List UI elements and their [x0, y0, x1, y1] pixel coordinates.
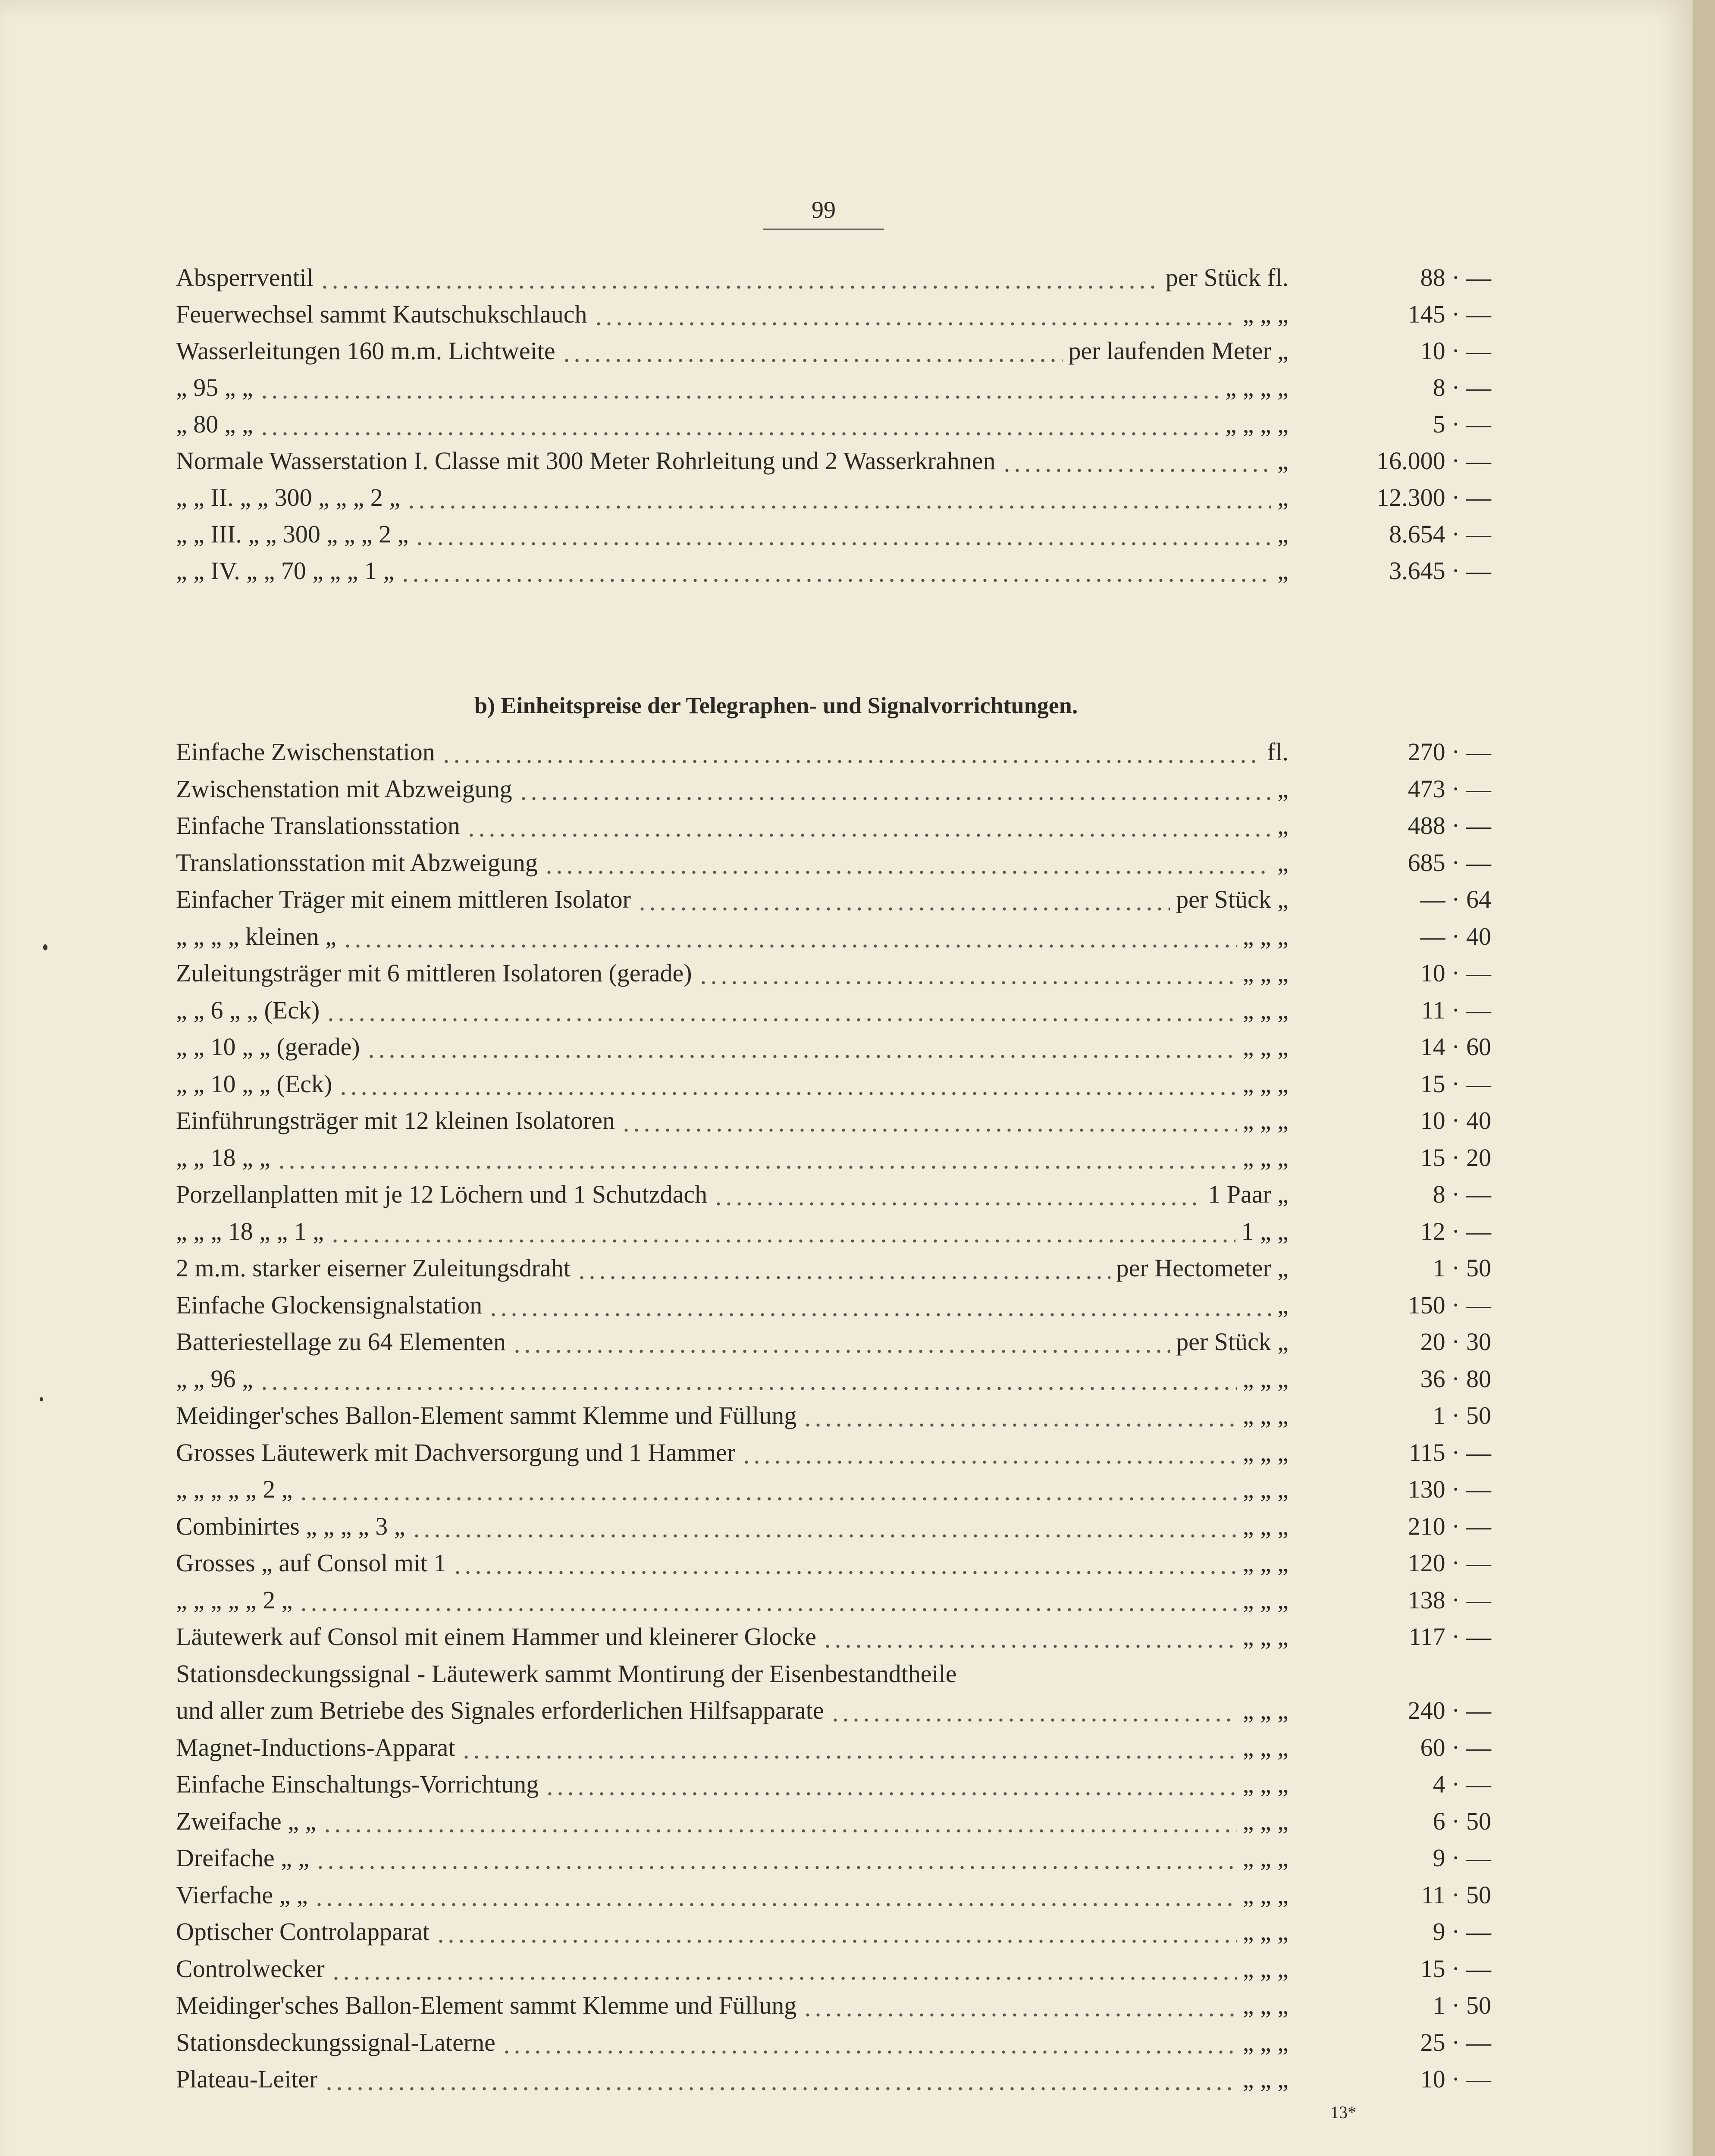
row-label: Einfache Einschaltungs-Vorrichtung	[176, 1770, 539, 1798]
row-unit: „ „ „	[1242, 1623, 1289, 1651]
table-row	[176, 1143, 1491, 1178]
table-row	[176, 1586, 1491, 1620]
table-row	[176, 1364, 1491, 1399]
table-row	[176, 737, 1491, 772]
row-unit: „ „ „	[1242, 1475, 1289, 1503]
table-row	[176, 774, 1491, 809]
row-unit: „ „ „	[1242, 1770, 1289, 1798]
row-price: 1 · 50	[1433, 1254, 1491, 1282]
row-label: „ „ IV. „ „ 70 „ „ „ 1 „	[176, 557, 395, 585]
row-unit: „ „ „	[1242, 1807, 1289, 1835]
leader-dots	[488, 1291, 1271, 1321]
leader-dots	[502, 2028, 1237, 2058]
row-label: „ „ „ „ kleinen „	[176, 922, 336, 950]
row-price: 115 · —	[1408, 1438, 1491, 1467]
leader-dots	[713, 1180, 1202, 1210]
row-price: 15 · —	[1420, 1954, 1491, 1983]
row-label: Controlwecker	[176, 1954, 325, 1983]
leader-dots	[544, 848, 1271, 878]
table-row	[176, 1291, 1491, 1325]
row-price: 15 · 20	[1420, 1143, 1491, 1172]
leader-dots	[577, 1253, 1110, 1284]
row-unit: „ „ „	[1242, 1844, 1289, 1872]
row-label: Läutewerk auf Consol mit einem Hammer und kleinerer Glocke	[176, 1623, 816, 1651]
row-unit: fl.	[1267, 738, 1289, 766]
leader-dots	[741, 1438, 1237, 1468]
row-price: 473 · —	[1408, 774, 1491, 803]
row-label: „ „ 18 „ „	[176, 1143, 270, 1172]
table-row	[176, 1327, 1491, 1362]
row-unit: „ „ „	[1242, 1512, 1289, 1540]
row-price: 9 · —	[1433, 1918, 1491, 1946]
row-price: 150 · —	[1408, 1291, 1491, 1319]
table-row	[176, 336, 1491, 371]
leader-dots	[406, 483, 1271, 513]
table-row	[176, 1659, 1491, 1694]
row-price: 117 · —	[1408, 1623, 1491, 1651]
row-label: Zweifache „ „	[176, 1807, 317, 1835]
row-price: 10 · —	[1420, 959, 1491, 987]
leader-dots	[330, 1217, 1235, 1247]
row-unit: „ „ „	[1242, 1733, 1289, 1761]
row-unit: „	[1277, 520, 1289, 548]
row-price: 10 · —	[1420, 2065, 1491, 2093]
row-unit: „ „ „	[1242, 1586, 1289, 1614]
table-row	[176, 2028, 1491, 2062]
row-label: Feuerwechsel sammt Kautschukschlauch	[176, 300, 587, 328]
leader-dots	[259, 410, 1220, 440]
leader-dots	[466, 811, 1271, 841]
leader-dots	[698, 959, 1237, 989]
row-unit: „ „ „	[1242, 1549, 1289, 1577]
row-unit: „ „ „	[1242, 996, 1289, 1024]
row-label: „ „ III. „ „ 300 „ „ „ 2 „	[176, 520, 409, 548]
row-price: 16.000 · —	[1376, 447, 1491, 475]
leader-dots	[315, 1843, 1237, 1874]
row-unit: 1 „ „	[1241, 1217, 1289, 1245]
leader-dots	[545, 1770, 1236, 1800]
row-unit: „ „ „	[1242, 2065, 1289, 2093]
row-unit: „	[1277, 848, 1289, 877]
table-row	[176, 1217, 1491, 1251]
leader-dots	[637, 885, 1170, 915]
page-number-rule	[763, 229, 884, 230]
row-unit: „ „ „	[1242, 1991, 1289, 2019]
leader-dots	[461, 1733, 1236, 1763]
row-price: 11 · 50	[1421, 1880, 1491, 1909]
row-price: 130 · —	[1408, 1475, 1491, 1503]
table-row	[176, 1512, 1491, 1546]
row-label: Grosses „ auf Consol mit 1	[176, 1549, 446, 1577]
row-label: „ „ „ „ „ 2 „	[176, 1475, 293, 1503]
leader-dots	[436, 1917, 1237, 1947]
leader-dots	[324, 2065, 1237, 2095]
row-price: 4 · —	[1433, 1770, 1491, 1798]
leader-dots	[512, 1327, 1170, 1357]
row-unit: „	[1277, 1291, 1289, 1319]
table-row	[176, 1917, 1491, 1952]
page-edge-shadow	[1693, 0, 1715, 2156]
leader-dots	[803, 1401, 1236, 1431]
table-row	[176, 1069, 1491, 1104]
leader-dots	[830, 1696, 1237, 1726]
row-price: 12 · —	[1420, 1217, 1491, 1245]
row-unit: „	[1277, 774, 1289, 803]
row-label: „ 95 „ „	[176, 373, 253, 401]
row-unit: „ „ „	[1242, 1880, 1289, 1909]
leader-dots	[342, 922, 1237, 952]
row-label: Dreifache „ „	[176, 1844, 310, 1872]
row-price: 5 · —	[1433, 410, 1491, 438]
leader-dots	[803, 1991, 1236, 2021]
table-row	[176, 1106, 1491, 1141]
table-row	[176, 1880, 1491, 1915]
row-label: Absperrventil	[176, 263, 314, 291]
row-price: 10 · —	[1420, 337, 1491, 365]
row-unit: „	[1277, 483, 1289, 511]
table-row	[176, 483, 1491, 517]
row-price: 3.645 · —	[1389, 557, 1491, 585]
leader-dots	[259, 373, 1220, 403]
leader-dots	[593, 300, 1237, 330]
leader-dots	[326, 996, 1236, 1026]
row-price: 145 · —	[1408, 300, 1491, 328]
row-unit: „ „ „	[1242, 1696, 1289, 1724]
row-label: Meidinger'sches Ballon-Element sammt Klemme und Füllung	[176, 1401, 797, 1429]
row-unit: „ „ „	[1242, 1954, 1289, 1983]
row-price: 36 · 80	[1420, 1364, 1491, 1393]
row-label: Zuleitungsträger mit 6 mittleren Isolatoren (gerade)	[176, 959, 692, 987]
row-label: Combinirtes „ „ „ „ 3 „	[176, 1512, 405, 1540]
leader-dots	[452, 1548, 1237, 1579]
leader-dots	[338, 1069, 1236, 1100]
table-row	[176, 1438, 1491, 1473]
table-row	[176, 1991, 1491, 2025]
row-unit: per Hectometer „	[1116, 1254, 1289, 1282]
table-row	[176, 300, 1491, 334]
row-unit: „ „ „	[1242, 1364, 1289, 1393]
row-label: „ „ II. „ „ 300 „ „ „ 2 „	[176, 483, 401, 511]
row-unit: „ „ „	[1242, 959, 1289, 987]
table-row	[176, 885, 1491, 919]
table-row	[176, 1401, 1491, 1435]
row-price: 8 · —	[1433, 1180, 1491, 1208]
leader-dots	[322, 1807, 1237, 1837]
page-number: 99	[812, 197, 836, 223]
row-unit: per Stück „	[1176, 885, 1289, 913]
row-unit: „ „ „	[1242, 1401, 1289, 1429]
row-label: Zwischenstation mit Abzweigung	[176, 774, 512, 803]
row-label: „ 80 „ „	[176, 410, 253, 438]
row-label: Einführungsträger mit 12 kleinen Isolatoren	[176, 1106, 615, 1134]
row-price: — · 64	[1420, 885, 1491, 913]
row-unit: „ „ „	[1242, 1918, 1289, 1946]
row-unit: „ „ „	[1242, 2028, 1289, 2056]
row-label: Vierfache „ „	[176, 1880, 308, 1909]
table-row	[176, 1770, 1491, 1804]
leader-dots	[366, 1032, 1237, 1062]
row-unit: „ „ „	[1242, 922, 1289, 950]
row-label: Porzellanplatten mit je 12 Löchern und 1 Schutzdach	[176, 1180, 708, 1208]
table-row	[176, 996, 1491, 1030]
row-price: 270 · —	[1408, 738, 1491, 766]
row-label: Batteriestellage zu 64 Elementen	[176, 1328, 506, 1356]
leader-dots	[298, 1475, 1236, 1505]
table-row	[176, 1954, 1491, 1989]
row-price: 6 · 50	[1433, 1807, 1491, 1835]
table-row	[176, 1475, 1491, 1509]
leader-dots	[441, 737, 1261, 768]
row-price: 8.654 · —	[1389, 520, 1491, 548]
leader-dots	[298, 1586, 1236, 1616]
leader-dots	[314, 1880, 1237, 1911]
row-price: 15 · —	[1420, 1069, 1491, 1098]
table-row	[176, 1622, 1491, 1657]
row-price: — · 40	[1420, 922, 1491, 950]
row-unit: per Stück fl.	[1165, 263, 1289, 291]
row-price: 25 · —	[1420, 2028, 1491, 2056]
table-row	[176, 1807, 1491, 1841]
leader-dots	[822, 1622, 1237, 1652]
leader-dots	[561, 336, 1063, 367]
row-unit: „	[1277, 447, 1289, 475]
table-row	[176, 1696, 1491, 1730]
table-row	[176, 1843, 1491, 1878]
row-unit: „ „ „	[1242, 1143, 1289, 1172]
table-row	[176, 959, 1491, 993]
row-price: 14 · 60	[1420, 1033, 1491, 1061]
row-label: Stationsdeckungssignal-Laterne	[176, 2028, 495, 2056]
row-price: 210 · —	[1408, 1512, 1491, 1540]
row-unit: per Stück „	[1176, 1328, 1289, 1356]
row-label: „ „ „ „ „ 2 „	[176, 1586, 293, 1614]
row-price: 1 · 50	[1433, 1991, 1491, 2019]
row-label: „ „ 96 „	[176, 1364, 253, 1393]
row-label: „ „ „ 18 „ „ 1 „	[176, 1217, 324, 1245]
row-price: 8 · —	[1433, 373, 1491, 401]
leader-dots	[414, 520, 1271, 550]
row-label: Magnet-Inductions-Apparat	[176, 1733, 455, 1761]
row-price: 10 · 40	[1420, 1106, 1491, 1134]
row-unit: „ „ „	[1242, 1033, 1289, 1061]
leader-dots	[400, 556, 1271, 586]
table-row	[176, 373, 1491, 407]
row-unit: per laufenden Meter „	[1068, 337, 1289, 365]
row-price: 9 · —	[1433, 1844, 1491, 1872]
row-label: Einfache Glockensignalstation	[176, 1291, 483, 1319]
row-price: 1 · 50	[1433, 1401, 1491, 1429]
paper-speck	[40, 1397, 43, 1401]
leader-dots	[411, 1512, 1237, 1542]
row-label: „ „ 10 „ „ (Eck)	[176, 1069, 332, 1098]
row-label: Einfacher Träger mit einem mittleren Isolator	[176, 885, 631, 913]
table-row	[176, 1253, 1491, 1288]
row-label: Plateau-Leiter	[176, 2065, 318, 2093]
table-row	[176, 410, 1491, 444]
table-row	[176, 1032, 1491, 1067]
row-price: 488 · —	[1408, 812, 1491, 840]
row-price: 685 · —	[1408, 848, 1491, 877]
table-row	[176, 263, 1491, 298]
row-price: 11 · —	[1421, 996, 1491, 1024]
row-price: 88 · —	[1420, 263, 1491, 291]
row-unit: „	[1277, 557, 1289, 585]
row-unit: „ „ „	[1242, 1106, 1289, 1134]
row-price: 120 · —	[1408, 1549, 1491, 1577]
row-unit: „ „ „	[1242, 1069, 1289, 1098]
table-row	[176, 1733, 1491, 1767]
row-unit: „ „ „ „	[1225, 410, 1289, 438]
row-label: Meidinger'sches Ballon-Element sammt Klemme und Füllung	[176, 1991, 797, 2019]
table-row	[176, 520, 1491, 554]
leader-dots	[259, 1364, 1237, 1395]
row-label: „ „ 10 „ „ (gerade)	[176, 1033, 360, 1061]
table-row	[176, 1180, 1491, 1214]
leader-dots	[320, 263, 1160, 293]
row-price: 240 · —	[1408, 1696, 1491, 1724]
row-unit: „ „ „	[1242, 1438, 1289, 1467]
sheet-signature: 13*	[1330, 2103, 1356, 2122]
row-label: Wasserleitungen 160 m.m. Lichtweite	[176, 337, 555, 365]
table-row	[176, 2065, 1491, 2099]
table-row	[176, 811, 1491, 846]
row-label: Grosses Läutewerk mit Dachversorgung und 1 Hammer	[176, 1438, 736, 1467]
row-label: 2 m.m. starker eiserner Zuleitungsdraht	[176, 1254, 571, 1282]
row-price: 138 · —	[1408, 1586, 1491, 1614]
row-label: Stationsdeckungssignal - Läutewerk sammt Montirung der Eisenbestandtheile	[176, 1659, 957, 1688]
row-unit: „	[1277, 812, 1289, 840]
row-label: Translationsstation mit Abzweigung	[176, 848, 538, 877]
leader-dots	[621, 1106, 1237, 1136]
leader-dots	[1002, 446, 1272, 476]
table-row	[176, 922, 1491, 956]
section-b-heading: b) Einheitspreise der Telegraphen- und Signalvorrichtungen.	[474, 693, 1078, 718]
row-unit: 1 Paar „	[1208, 1180, 1289, 1208]
paper-speck	[43, 944, 47, 950]
table-row	[176, 556, 1491, 591]
leader-dots	[518, 774, 1272, 805]
row-label: Normale Wasserstation I. Classe mit 300 Meter Rohrleitung und 2 Wasserkrahnen	[176, 447, 996, 475]
table-row	[176, 1548, 1491, 1583]
row-label: „ „ 6 „ „ (Eck)	[176, 996, 320, 1024]
row-unit: „ „ „	[1242, 300, 1289, 328]
row-label: und aller zum Betriebe des Signales erforderlichen Hilfsapparate	[176, 1696, 824, 1724]
row-label: Einfache Zwischenstation	[176, 738, 435, 766]
row-price: 60 · —	[1420, 1733, 1491, 1761]
table-row	[176, 446, 1491, 481]
row-unit: „ „ „ „	[1225, 373, 1289, 401]
row-price: 20 · 30	[1420, 1328, 1491, 1356]
leader-dots	[276, 1143, 1237, 1173]
table-row	[176, 848, 1491, 883]
row-label: Einfache Translationsstation	[176, 812, 460, 840]
leader-dots	[331, 1954, 1237, 1984]
row-price: 12.300 · —	[1376, 483, 1491, 511]
row-label: Optischer Controlapparat	[176, 1918, 430, 1946]
